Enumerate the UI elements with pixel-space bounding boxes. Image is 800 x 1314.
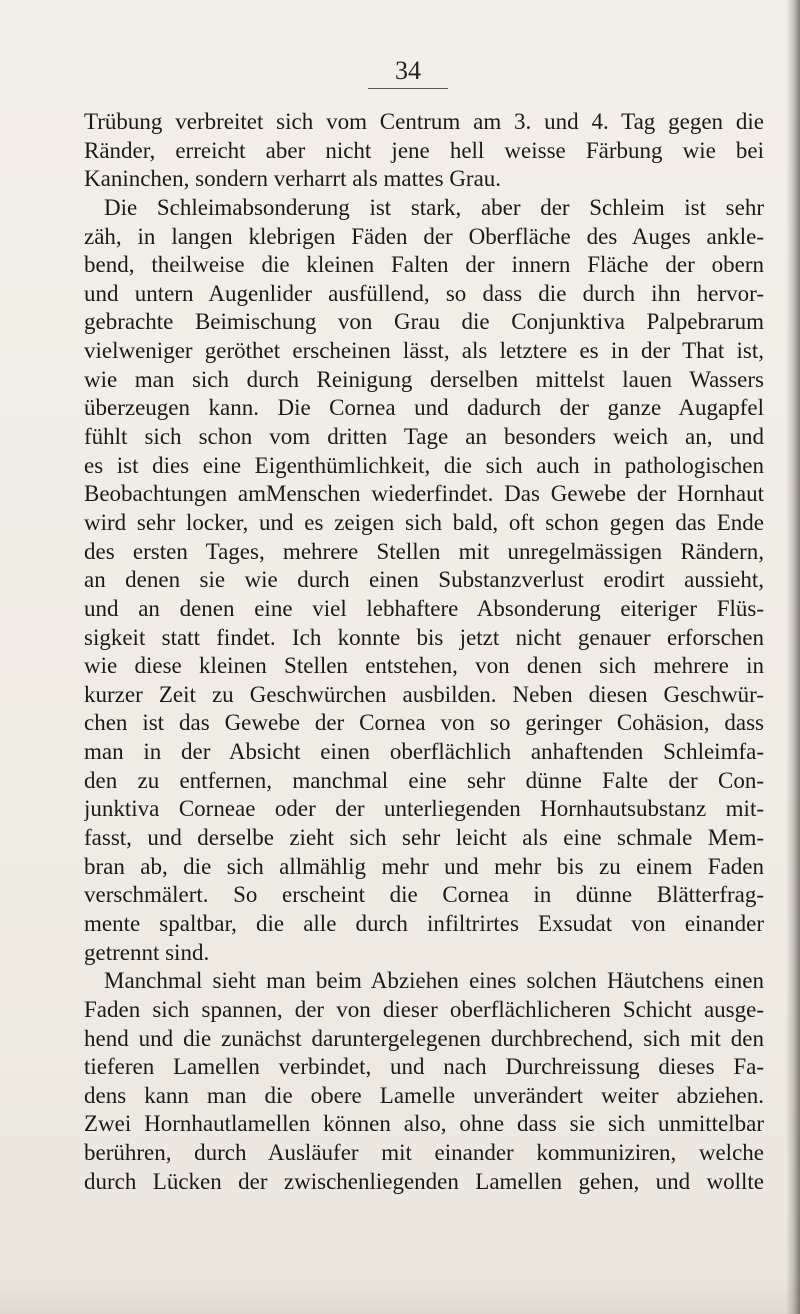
- text-line: überzeugen kann. Die Cornea und dadurch der ganze Augapfel: [84, 395, 764, 421]
- text-line: bran ab, die sich allmählig mehr und mehr bis zu einem Faden: [84, 853, 764, 879]
- text-line: Ränder, erreicht aber nicht jene hell weisse Färbung wie bei: [84, 137, 764, 163]
- text-line: Manchmal sieht man beim Abziehen eines solchen Häutchens einen: [104, 968, 764, 994]
- text-line: gebrachte Beimischung von Grau die Conjunktiva Palpebrarum: [84, 309, 764, 335]
- text-line: und untern Augenlider ausfüllend, so dass die durch ihn hervor-: [84, 280, 764, 306]
- text-line: dens kann man die obere Lamelle unverändert weiter abziehen.: [84, 1082, 764, 1108]
- text-line: den zu entfernen, manchmal eine sehr dünne Falte der Con-: [84, 767, 764, 793]
- page-edge-shadow: [786, 0, 800, 1314]
- text-line: an denen sie wie durch einen Substanzverlust erodirt aussieht,: [84, 567, 764, 593]
- text-line: Die Schleimabsonderung ist stark, aber der Schleim ist sehr: [104, 194, 764, 220]
- text-line: chen ist das Gewebe der Cornea von so geringer Cohäsion, dass: [84, 710, 764, 736]
- text-line: Beobachtungen amMenschen wiederfindet. Das Gewebe der Hornhaut: [84, 481, 764, 507]
- page-number-rule: [368, 88, 448, 89]
- text-line: hend und die zunächst daruntergelegenen durchbrechend, sich mit den: [84, 1025, 764, 1051]
- text-line: wie man sich durch Reinigung derselben mittelst lauen Wassers: [84, 366, 764, 392]
- text-line: fasst, und derselbe zieht sich sehr leicht als eine schmale Mem-: [84, 825, 764, 851]
- text-line: und an denen eine viel lebhaftere Absonderung eiteriger Flüs-: [84, 595, 764, 621]
- text-line: berühren, durch Ausläufer mit einander kommuniziren, welche: [84, 1140, 764, 1166]
- text-line: Kaninchen, sondern verharrt als mattes Grau.: [84, 166, 502, 192]
- text-line: bend, theilweise die kleinen Falten der innern Fläche der obern: [84, 252, 764, 278]
- text-line: kurzer Zeit zu Geschwürchen ausbilden. Neben diesen Geschwür-: [84, 681, 764, 707]
- text-line: durch Lücken der zwischenliegenden Lamellen gehen, und wollte: [84, 1168, 764, 1194]
- text-line: Zwei Hornhautlamellen können also, ohne dass sie sich unmittelbar: [84, 1111, 764, 1137]
- page-number: 34: [395, 56, 421, 85]
- text-line: des ersten Tages, mehrere Stellen mit unregelmässigen Rändern,: [84, 538, 764, 564]
- text-line: tieferen Lamellen verbindet, und nach Durchreissung dieses Fa-: [84, 1054, 764, 1080]
- text-line: getrennt sind.: [84, 939, 210, 965]
- text-line: junktiva Corneae oder der unterliegenden Hornhautsubstanz mit-: [84, 796, 764, 822]
- text-line: fühlt sich schon vom dritten Tage an besonders weich an, und: [84, 424, 764, 450]
- text-line: mente spaltbar, die alle durch infiltrirtes Exsudat von einander: [84, 910, 764, 936]
- text-line: Trübung verbreitet sich vom Centrum am 3. und 4. Tag gegen die: [84, 109, 764, 134]
- text-line: Faden sich spannen, der von dieser oberflächlicheren Schicht ausge-: [84, 996, 764, 1022]
- text-line: verschmälert. So erscheint die Cornea in dünne Blätterfrag-: [84, 882, 764, 908]
- text-line: wie diese kleinen Stellen entstehen, von denen sich mehrere in: [84, 653, 764, 679]
- text-line: man in der Absicht einen oberflächlich anhaftenden Schleimfa-: [84, 739, 764, 765]
- text-line: es ist dies eine Eigenthümlichkeit, die sich auch in pathologischen: [84, 452, 764, 478]
- text-line: zäh, in langen klebrigen Fäden der Oberfläche des Auges ankle-: [84, 223, 764, 249]
- page-bottom-shade: [0, 1274, 800, 1314]
- text-line: wird sehr locker, und es zeigen sich bald, oft schon gegen das Ende: [84, 509, 764, 535]
- text-line: sigkeit statt findet. Ich konnte bis jetzt nicht genauer erforschen: [84, 624, 764, 650]
- body-text: [84, 108, 764, 1196]
- text-line: vielweniger geröthet erscheinen lässt, als letztere es in der That ist,: [84, 338, 764, 364]
